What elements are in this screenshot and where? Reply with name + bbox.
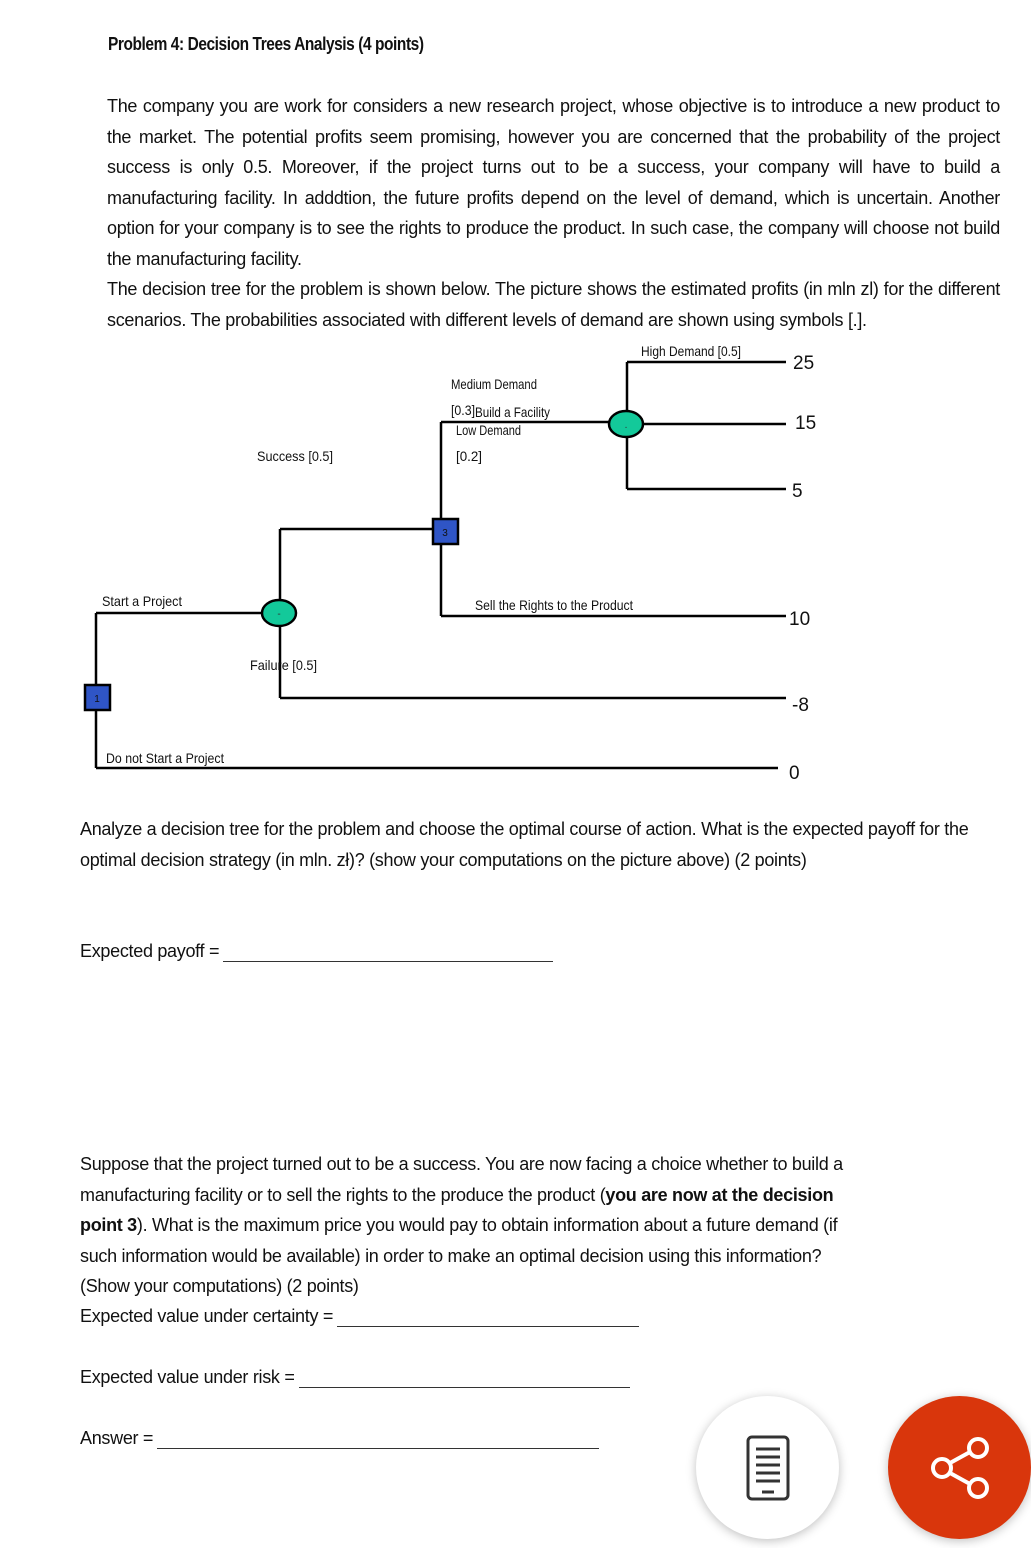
document-icon: [745, 1434, 791, 1502]
label-start-project: Start a Project: [102, 593, 183, 609]
share-icon: [928, 1436, 992, 1500]
question-2-text: [80, 1149, 870, 1302]
decision-tree: [0, 335, 1031, 795]
intro-paragraph-1: The company you are work for considers a new research project, whose objective is to introduce a new product to the market. The potential profits seem promising, however you are concerned that the probability of the project success is only 0.5. Moreover, if the project turns out to be a success, your company will have to build a manufacturing facility. In adddtion, the future profits depend on the level of demand, which is uncertain. Another option for your company is to see the rights to produce the product. In such case, the company will choose not build the manufacturing facility.: [107, 96, 1000, 269]
question-2-text-bold: you are now at the decision point 3: [80, 1184, 834, 1235]
payoff-low: 5: [792, 481, 803, 502]
share-button[interactable]: [888, 1396, 1031, 1539]
intro-paragraph-2: The decision tree for the problem is shown below. The picture shows the estimated profits (in mln zl) for the different scenarios. The probabilities associated with different levels of demand are shown using symbols [.].: [107, 279, 1000, 330]
risk-label: Expected value under risk =: [80, 1367, 295, 1387]
risk-row: [80, 1367, 630, 1388]
label-failure: Failure [0.5]: [250, 657, 317, 673]
label-sell-rights: Sell the Rights to the Product: [475, 597, 634, 613]
certainty-label: Expected value under certainty =: [80, 1306, 334, 1326]
decision-node-1-label: 1: [94, 694, 100, 705]
question-2-text-before: Suppose that the project turned out to be a success. You are now facing a choice whether to build a manufacturing facility or to sell the rights to the produce the product (: [80, 1154, 843, 1205]
expected-payoff-blank[interactable]: [223, 943, 553, 962]
label-medium-demand: Medium Demand: [451, 376, 537, 392]
answer-label: Answer =: [80, 1428, 154, 1448]
payoff-failure: -8: [792, 695, 809, 716]
payoff-medium: 15: [795, 413, 817, 434]
question-2-text-after: ). What is the maximum price you would pay to obtain information about a future demand (if such information would be available) in order to make an optimal decision using this information? (Show your computations) (2 points): [80, 1215, 838, 1296]
label-do-not-start: Do not Start a Project: [106, 750, 225, 766]
problem-title: Problem 4: Decision Trees Analysis (4 points): [108, 34, 424, 54]
answer-blank[interactable]: [157, 1430, 599, 1449]
label-medium-prob: [0.3]: [451, 402, 475, 418]
payoff-high: 25: [793, 353, 815, 374]
payoff-sell: 10: [789, 609, 811, 630]
label-low-prob: [0.2]: [456, 448, 482, 464]
chance-node-demand-label: .: [624, 420, 628, 431]
chance-node-success-label: -: [277, 609, 281, 620]
label-success: Success [0.5]: [257, 448, 333, 464]
question-1-text: Analyze a decision tree for the problem and choose the optimal course of action. What is the expected payoff for the optimal decision strategy (in mln. zł)? (show your computations on the picture above) (2 points): [80, 819, 969, 870]
certainty-row: [80, 1306, 639, 1327]
expected-payoff-row: [80, 941, 553, 962]
label-low-demand: Low Demand: [456, 422, 521, 438]
risk-blank[interactable]: [299, 1369, 630, 1388]
payoff-no-start: 0: [789, 763, 800, 784]
certainty-blank[interactable]: [337, 1308, 639, 1327]
document-button[interactable]: [696, 1396, 839, 1539]
label-high-demand: High Demand [0.5]: [641, 343, 741, 359]
answer-row: [80, 1428, 599, 1449]
label-build-facility: Build a Facility: [475, 404, 550, 420]
expected-payoff-label: Expected payoff =: [80, 941, 220, 961]
decision-node-3-label: 3: [442, 528, 448, 539]
